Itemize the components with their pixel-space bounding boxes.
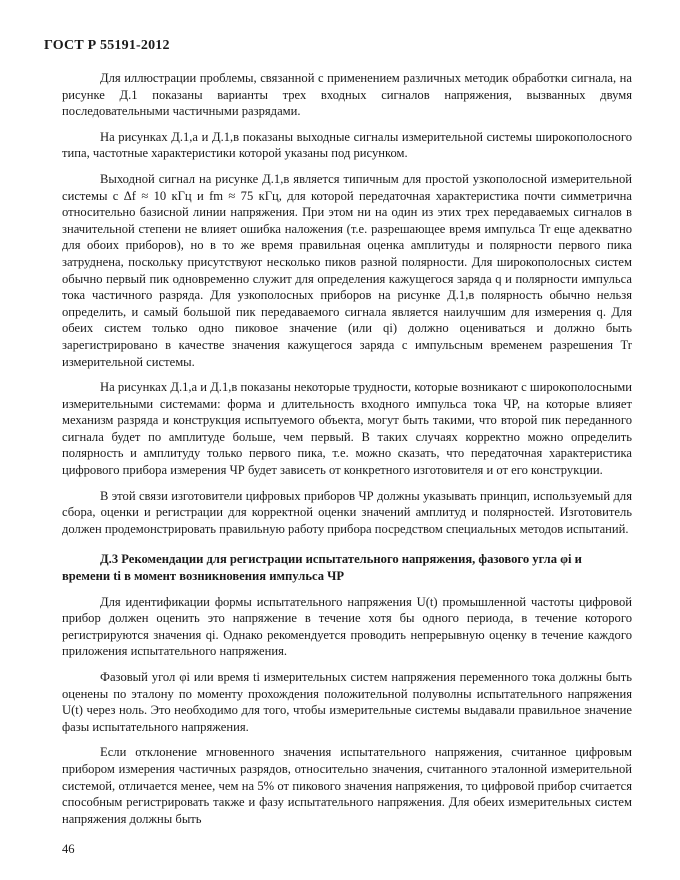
paragraph: Для иллюстрации проблемы, связанной с применением различных методик обработки сигнала, на рисунке Д.1 показаны варианты трех входных сигналов напряжения, вызванных двумя последовательными частичными разрядами. xyxy=(62,71,632,119)
paragraph: На рисунках Д.1,а и Д.1,в показаны некоторые трудности, которые возникают с широкополосными измерительными системами: форма и длительность входного импульса тока ЧР, на которые влияет механизм разряда и конструкция испытуемого объекта, могут быть такими, что второй пик переданного сигнала будет по амплитуде больше, чем первый. В таких случаях корректно можно определить полярность и амплитуду только первого пика, т.е. можно сказать, что передаточная характеристика цифрового прибора измерения ЧР будет зависеть от конкретного изготовителя и от его конструкции. xyxy=(62,380,632,478)
document-body xyxy=(62,70,632,836)
paragraph: Выходной сигнал на рисунке Д.1,в является типичным для простой узкополосной измерительной системы с Δf ≈ 10 кГц и fm ≈ 75 кГц, для которой передаточная характеристика почти симметрична относительно базисной линии напряжения. При этом ни на один из этих трех передаваемых сигналов в значительной степени не влияет ошибка наложения (т.е. разрешающее время импульса Tr еще адекватно для обоих приборов), но в то же время правильная оценка амплитуды и полярности первого пика затруднена, поскольку присутствуют несколько пиков разной полярности. Для широкополосных систем обычно первый пик одновременно служит для определения кажущегося заряда q и полярности импульса тока частичного разряда. Для узкополосных приборов на рисунке Д.1,в полярность обычно нельзя определить, и самый большой пик передаваемого сигнала является наилучшим для измерения q. Для обеих систем только одно пиковое значение (или qi) должно оцениваться и должно быть зарегистрировано в качестве значения кажущегося заряда с импульсным временем разрешения Tr измерительной системы. xyxy=(62,171,632,369)
paragraph: В этой связи изготовители цифровых приборов ЧР должны указывать принцип, используемый для сбора, оценки и регистрации для корректной оценки значений амплитуд и полярностей. Изготовитель должен продемонстрировать правильную работу прибора посредством специальных методов испытаний. xyxy=(62,488,632,536)
page-number: 46 xyxy=(62,842,75,856)
section-heading: Д.3 Рекомендации для регистрации испытательного напряжения, фазового угла φi и времени ti в момент возникновения импульса ЧР xyxy=(62,552,582,584)
document-header: ГОСТ Р 55191-2012 xyxy=(44,38,170,53)
paragraph: Фазовый угол φi или время ti измерительных систем напряжения переменного тока должны быть оценены по эталону по моменту прохождения положительной полуволны испытательного напряжения U(t) через ноль. Это необходимо для того, чтобы измерительные системы выдавали правильное значение фазы испытательного напряжения. xyxy=(62,670,632,734)
paragraph: Если отклонение мгновенного значения испытательного напряжения, считанное цифровым прибором измерения частичных разрядов, относительно значения, считанного эталонной измерительной системой, отличается менее, чем на 5% от пикового значения напряжения, то цифровой прибор считается способным регистрировать также и фазу испытательного напряжения. Для обеих измерительных систем напряжения должны быть xyxy=(62,745,632,826)
paragraph: На рисунках Д.1,а и Д.1,в показаны выходные сигналы измерительной системы широкополосного типа, частотные характеристики которой указаны под рисунком. xyxy=(62,129,632,161)
paragraph: Для идентификации формы испытательного напряжения U(t) промышленной частоты цифровой прибор должен оценить это напряжение в течение хотя бы одного периода, в течение которого регистрируются значения qi. Однако рекомендуется проводить непрерывную оценку в течение каждого приложения испытательного напряжения. xyxy=(62,594,632,659)
